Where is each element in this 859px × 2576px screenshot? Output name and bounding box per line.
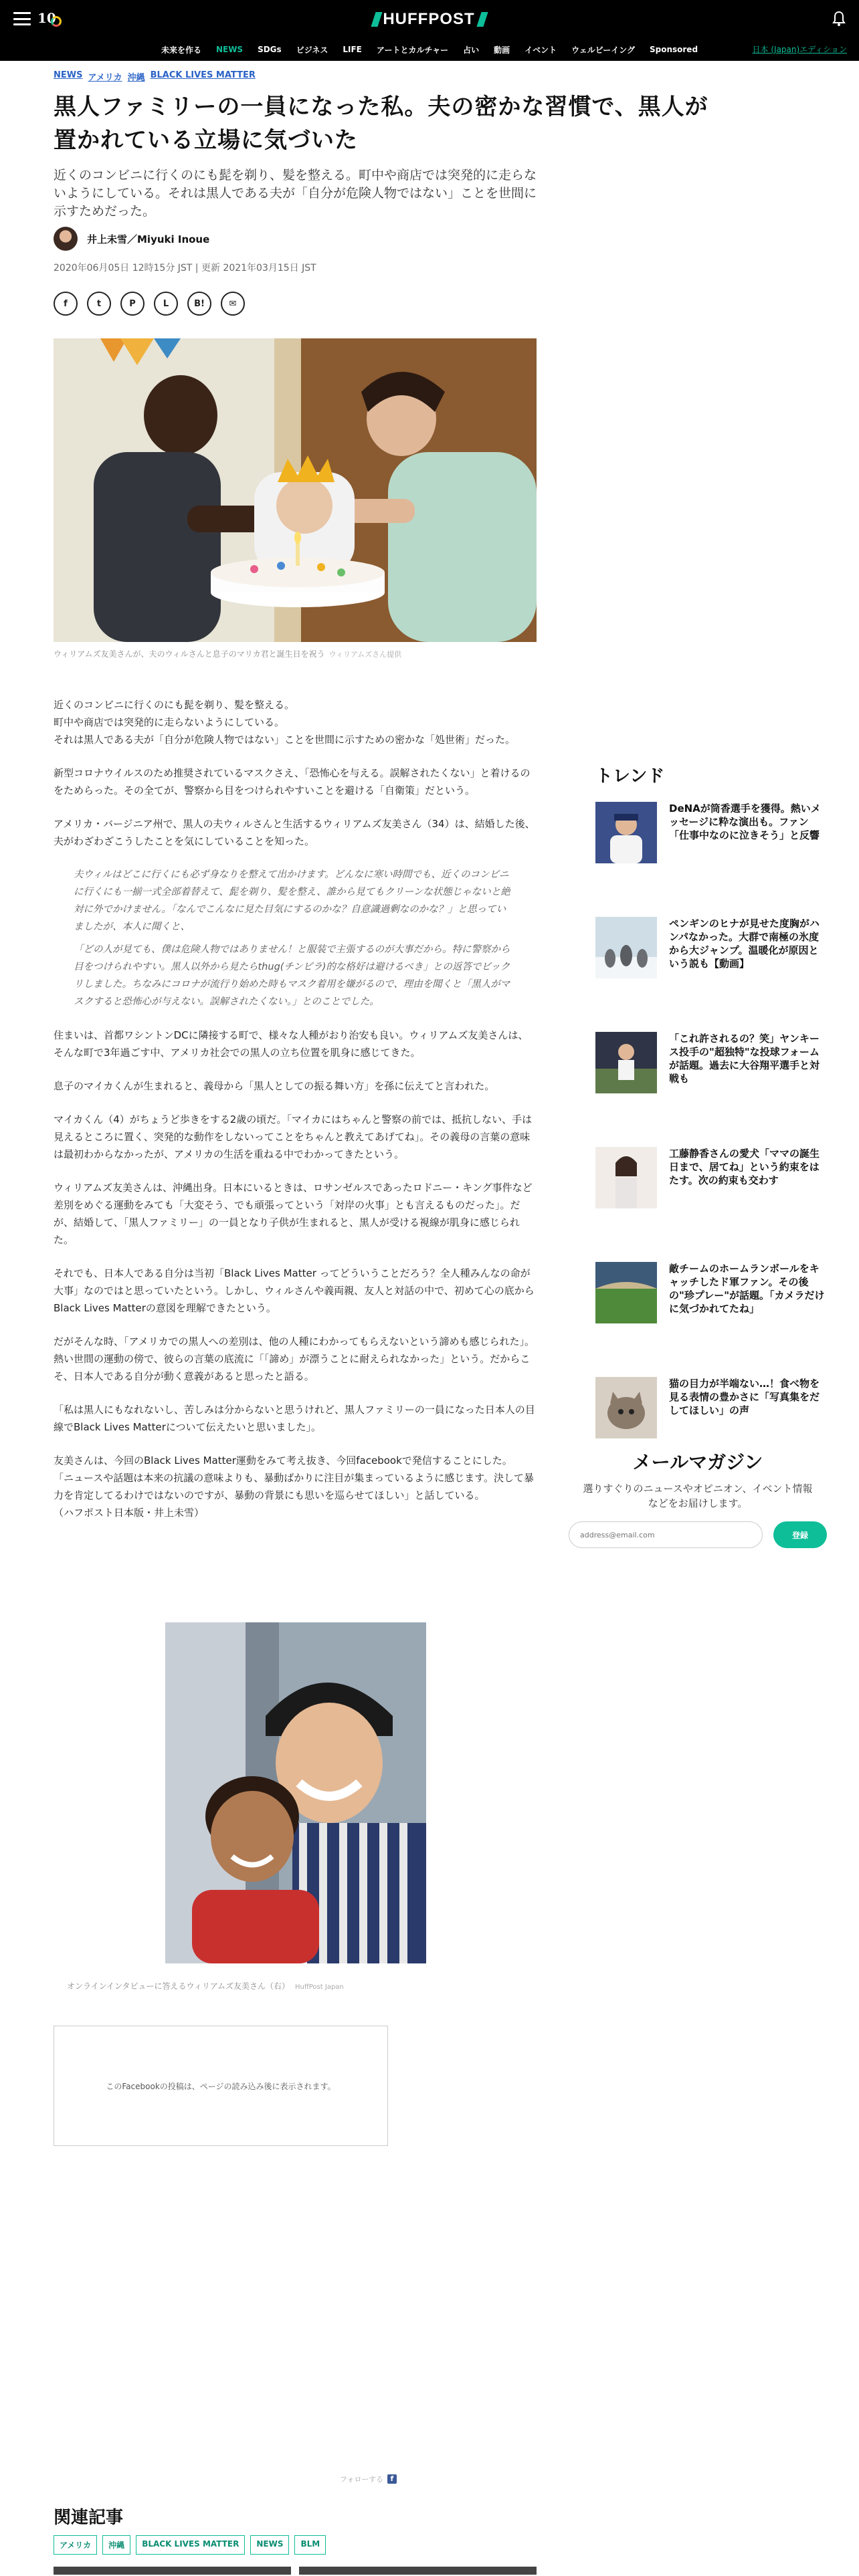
quote-paragraph: 夫ウィルはどこに行くにも必ず身なりを整えて出かけます。どんなに寒い時間でも、近くのコンビニに行くにも一揃一式全部着替えて、髭を剃り、髪を整え、誰から見てもクリーンな状態じゃないと絶対に外でかけません。「なんでこんなに見た目気にするのかな？自意識過剰なのかな？」と思っていましたが、本人に聞くと、 — [74, 869, 510, 932]
section-nav — [0, 38, 859, 61]
subscribe-button[interactable]: 登録 — [773, 1521, 827, 1548]
author-name[interactable]: 井上未雪／Miyuki Inoue — [87, 233, 210, 245]
facebook-embed[interactable] — [54, 2026, 388, 2146]
birthday-illustration — [54, 338, 537, 642]
edition-link[interactable]: 日本 (Japan)エディション — [752, 45, 847, 54]
trend-text: 猫の目力が半端ない…！食べ物を見る表情の豊かさに「写真集をだしてほしい」の声 — [669, 1378, 820, 1416]
nav-item-art-culture[interactable]: アートとカルチャー — [376, 45, 449, 55]
newsletter-description: 選りすぐりのニュースやオピニオン、イベント情報などをお届けします。 — [583, 1483, 813, 1509]
trend-item[interactable] — [595, 1032, 826, 1147]
follow-text: フォローする — [340, 2475, 383, 2484]
photo-caption — [54, 648, 401, 659]
body-paragraph: 住まいは、首都ワシントンDCに隣接する町で、様々な人種がおり治安も良い。ウィリアムズ友美さんは、そんな町で3年過ごす中、アメリカ社会での黒人の立ち位置を肌身に感じてきた。 — [54, 1029, 529, 1059]
trend-item[interactable] — [595, 1147, 826, 1262]
baseball-player-thumb — [595, 802, 657, 863]
caption-text: ウィリアムズ友美さんが、夫のウィルさんと息子のマリカ君と誕生日を祝う — [54, 649, 325, 659]
body-paragraph: だがそんな時、「アメリカでの黒人への差別は、他の人種にわかってもらえないという諦めも感じられた」。 熱い世間の運動の傍で、彼らの言葉の底流に「「諦め」が漂うことに耐えられなかった」という。だからこそ、日本人である自分が動く意義があると思ったと語る。 — [54, 1335, 535, 1382]
trend-sidebar — [595, 762, 826, 1492]
interview-illustration — [165, 1622, 426, 1963]
nav-item-wellbeing[interactable]: ウェルビーイング — [571, 45, 635, 55]
hatena-icon[interactable]: B! — [187, 292, 211, 316]
related-articles — [54, 2504, 326, 2555]
tag-okinawa[interactable]: 沖縄 — [127, 73, 145, 83]
pinterest-icon[interactable]: P — [120, 292, 145, 316]
email-input[interactable] — [569, 1521, 763, 1548]
trend-text: ペンギンのヒナが見せた度胸がハンパなかった。大群で南極の氷度から大ジャンプ。温暖化が原因という説も【動画】 — [669, 918, 820, 970]
tag-america[interactable]: アメリカ — [88, 73, 122, 83]
nav-item-news[interactable]: NEWS — [215, 45, 244, 54]
body-paragraph: アメリカ・バージニア州で、黒人の夫ウィルさんと生活するウィリアムズ友美さん（34）は、結婚した後、夫がわざわざこうしたことを気にしていることを知った。 — [54, 818, 535, 847]
mail-icon[interactable]: ✉ — [221, 292, 245, 316]
pitcher-thumb — [595, 1032, 657, 1093]
related-tag-okinawa[interactable]: 沖縄 — [102, 2535, 130, 2555]
related-thumbnail[interactable] — [54, 2567, 291, 2575]
trend-text: DeNAが筒香選手を獲得。熱いメッセージに粋な演出も。ファン「仕事中なのに泣きそう」と反響 — [669, 802, 821, 841]
nav-item-future[interactable]: 未来を作る — [161, 45, 201, 55]
quote-paragraph: 「どの人が見ても、僕は危険人物ではありません！と服装で主張するのが大事だから。特に警察から目をつけられやすい。黒人以外から見たらthug(チンピラ)的な格好は避けるべき」との返答でビックリしました。ちなみにコロナが流行り始めた時もマスク着用を嫌がるので、理由を聞くと「黒人がマスクすると恐怖心が与えない。誤解されたくない。」とのことでした。 — [74, 944, 510, 1007]
penguin-thumb — [595, 917, 657, 978]
tag-blm[interactable]: BLACK LIVES MATTER — [150, 70, 256, 80]
newsletter-title: メールマガジン — [632, 1451, 763, 1473]
related-tag-blm-short[interactable]: BLM — [294, 2535, 326, 2555]
publish-dates: 2020年06月05日 12時15分 JST | 更新 2021年03月15日 JST — [54, 263, 316, 274]
body-paragraph: ウィリアムズ友美さんは、沖縄出身。日本にいるときは、ロサンゼルスであったロドニー・キング事件など差別をめぐる運動をみても「大変そう、でも頑張ってという「対岸の火事」とも言えるものだった」。だが、結婚して、「黒人ファミリー」の一員となり子供が生まれると、黒人が受ける視線が肌身に感じられた。 — [54, 1182, 533, 1246]
newsletter-box — [567, 1448, 828, 1548]
facebook-icon: f — [387, 2474, 397, 2484]
blockquote — [74, 866, 515, 1010]
caption-text: オンラインインタビューに答えるウィリアムズ友美さん（右） — [67, 1981, 290, 1991]
huffpost-logo[interactable] — [373, 10, 485, 29]
body-paragraph: マイカくん（4）がちょうど歩きをする2歳の頃だ。「マイカにはちゃんと警察の前では、抵抗しない、手は見えるところに置く、突発的な動作をしないってことをちゃんと教えてあげてね」。その義母の言葉の意味は最初わからなかったが、アメリカの生活を重ねる中でわかってきたという。 — [54, 1113, 533, 1160]
article-subtitle: 近くのコンビニに行くのにも髭を剃り、髪を整える。町中や商店では突発的に走らないようにしている。それは黒人である夫が「自分が危険人物ではない」ことを世間に示すためだった。 — [54, 168, 537, 219]
article-title: 黒人ファミリーの一員になった私。夫の密かな習慣で、黒人が置かれている立場に気づいた — [54, 94, 708, 154]
bell-icon[interactable] — [832, 11, 846, 27]
anniversary-logo[interactable]: 10 — [37, 7, 60, 29]
facebook-icon[interactable]: f — [54, 292, 78, 316]
newsletter-form — [567, 1521, 828, 1548]
trend-text: 「これ許されるの？笑」ヤンキース投手の"超独特"な投球フォームが話題。過去に大谷翔平選手と対戦も — [669, 1033, 820, 1085]
article-body — [54, 696, 537, 1537]
nav-item-fortune[interactable]: 占い — [463, 45, 480, 55]
related-thumbnails — [54, 2567, 537, 2575]
trend-text: 工藤静香さんの愛犬「ママの誕生日まで、居てね」という約束をはたす。次の約束も交わす — [669, 1148, 820, 1186]
author-byline — [54, 227, 209, 251]
body-paragraph: それでも、日本人である自分は当初「Black Lives Matter ってどういうことだろう？全人種みんなの命が大事」なのではと思っていたという。しかし、ウィルさんや義両親、友人と対話の中で、初めて心の底からBlack Lives Matterの意図を理解できたという。 — [54, 1267, 535, 1314]
trend-text: 敵チームのホームランボールをキャッチしたド軍ファン。その後の"珍プレー"が話題。「カメラだけに気づかれてたね」 — [669, 1263, 825, 1315]
related-tag-blm[interactable]: BLACK LIVES MATTER — [136, 2535, 245, 2555]
body-paragraph: 息子のマイカくんが生まれると、義母から「黒人としての振る舞い方」を孫に伝えてと言われた。 — [54, 1080, 495, 1092]
trend-item[interactable] — [595, 802, 826, 917]
body-paragraph: 近くのコンビニに行くのにも髭を剃り、髪を整える。 町中や商店では突発的に走らないようにしている。 それは黒人である夫が「自分が危険人物ではない」ことを世間に示すための密かな「処世術」だった。 — [54, 699, 516, 746]
caption-credit: HuffPost Japan — [295, 1983, 344, 1991]
stadium-thumb — [595, 1262, 657, 1323]
related-title: 関連記事 — [54, 2508, 124, 2528]
trend-item[interactable] — [595, 917, 826, 1032]
birthday-photo — [54, 338, 537, 642]
line-icon[interactable]: L — [154, 292, 178, 316]
logo-text: HUFFPOST — [383, 9, 475, 28]
nav-item-sponsored[interactable]: Sponsored — [649, 45, 698, 54]
facebook-follow[interactable] — [340, 2474, 397, 2484]
tag-news[interactable]: NEWS — [54, 70, 83, 80]
trend-title: トレンド — [595, 766, 665, 786]
twitter-icon[interactable]: t — [87, 292, 111, 316]
facebook-embed-text: このFacebookの投稿は、ページの読み込み後に表示されます。 — [106, 2081, 336, 2091]
nav-item-video[interactable]: 動画 — [494, 45, 510, 55]
trend-item[interactable] — [595, 1262, 826, 1377]
caption-credit: ウィリアムズさん提供 — [328, 650, 402, 659]
top-bar — [0, 0, 859, 38]
nav-item-life[interactable]: LIFE — [343, 45, 362, 54]
interview-photo — [165, 1622, 426, 1963]
nav-item-sdgs[interactable]: SDGs — [258, 45, 282, 54]
interview-caption — [67, 1980, 344, 1992]
author-avatar[interactable] — [54, 227, 78, 251]
woman-dog-thumb — [595, 1147, 657, 1208]
related-tags — [54, 2535, 326, 2555]
share-buttons — [54, 292, 245, 316]
related-thumbnail[interactable] — [299, 2567, 537, 2575]
nav-item-event[interactable]: イベント — [524, 45, 557, 55]
article-tags — [54, 70, 256, 83]
body-paragraph: 新型コロナウイルスのため推奨されているマスクさえ、「恐怖心を与える。誤解されたくない」と着けるのをためらった。その全てが、警察から目をつけられやすいことを避ける「自衛策」だという。 — [54, 767, 531, 796]
body-paragraph: 「私は黒人にもなれないし、苦しみは分からないと思うけれど、黒人ファミリーの一員になった日本人の目線でBlack Lives Matterについて伝えたいと思いました」。 — [54, 1404, 535, 1433]
cat-thumb — [595, 1377, 657, 1438]
menu-icon[interactable] — [13, 12, 31, 25]
related-tag-america[interactable]: アメリカ — [54, 2535, 97, 2555]
nav-item-business[interactable]: ビジネス — [296, 45, 328, 55]
body-paragraph: 友美さんは、今回のBlack Lives Matter運動をみて考え抜き、今回facebookで発信することにした。 「ニュースや話題は本来の抗議の意味よりも、暴動ばかりに注目が集まっているように感じます。決して暴力を肯定してるわけではないのですが、暴動の背景にも思いを巡らせてほしい」と話している。 （ハフポスト日本版・井上未雪） — [54, 1455, 535, 1519]
related-tag-news[interactable]: NEWS — [250, 2535, 289, 2555]
